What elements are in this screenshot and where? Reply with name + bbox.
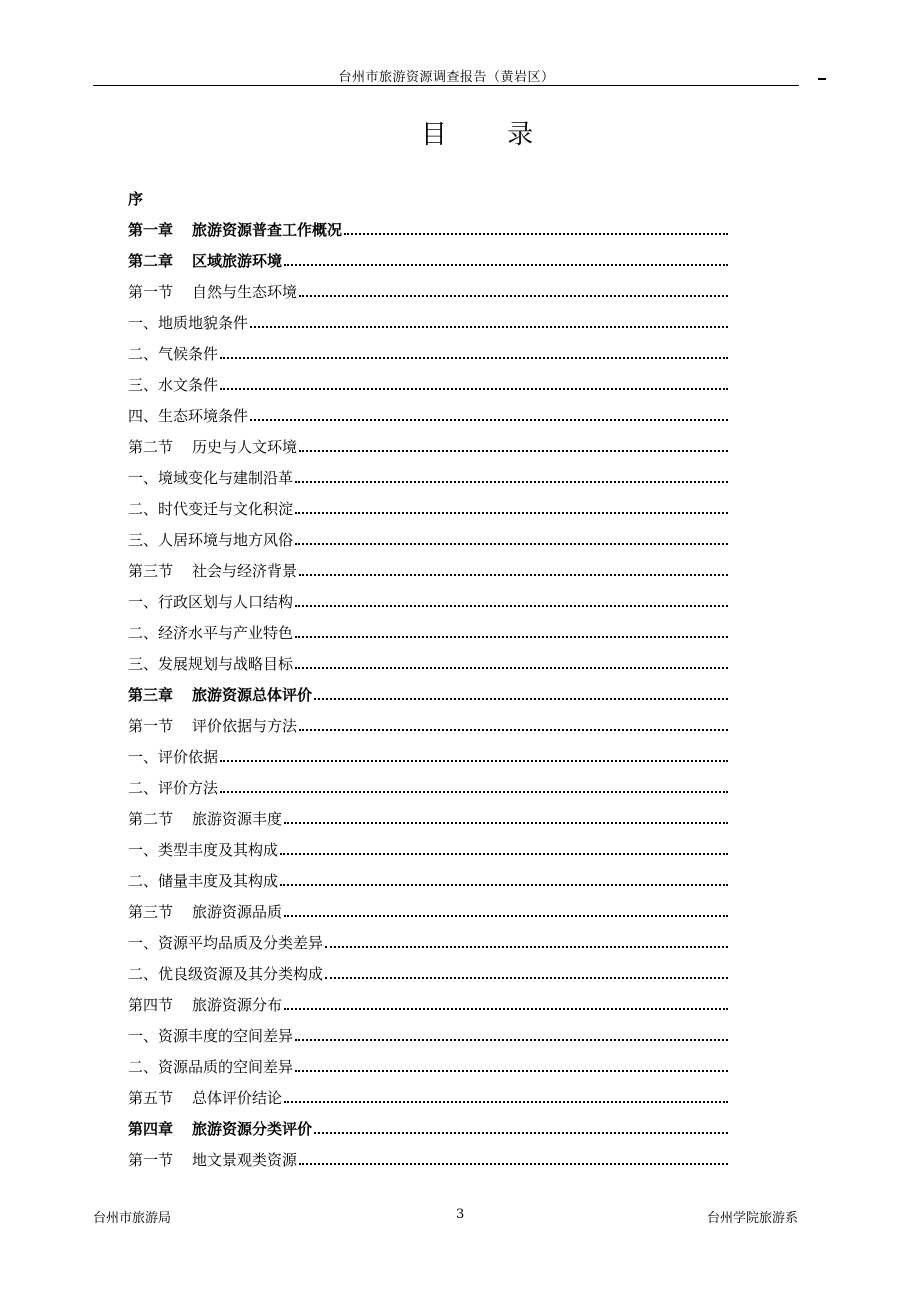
toc-entry-number: 第三节 <box>128 903 174 921</box>
toc-entry-label: 旅游资源品质 <box>192 903 283 921</box>
toc-entry[interactable] <box>128 525 728 556</box>
toc-leader-dots <box>295 1038 728 1041</box>
toc-entry[interactable] <box>128 370 728 401</box>
toc-entry-number: 第一章 <box>128 221 174 239</box>
toc-entry-label: 二、储量丰度及其构成 <box>128 872 279 890</box>
toc-entry-label: 一、资源丰度的空间差异 <box>128 1027 294 1045</box>
toc-entry-number: 第一节 <box>128 1151 174 1169</box>
toc-entry[interactable] <box>128 215 728 246</box>
running-header: 台州市旅游资源调查报告（黄岩区） <box>338 70 555 85</box>
page-number: 3 <box>456 1207 465 1222</box>
toc-entry-label: 历史与人文环境 <box>192 438 298 456</box>
toc-leader-dots <box>295 604 728 607</box>
toc-entry[interactable] <box>128 866 728 897</box>
toc-leader-dots <box>344 232 728 235</box>
footer-left: 台州市旅游局 <box>93 1211 172 1226</box>
toc-leader-dots <box>284 1100 728 1103</box>
table-of-contents <box>128 184 728 1176</box>
toc-entry[interactable] <box>128 959 728 990</box>
toc-entry-label: 一、评价依据 <box>128 748 219 766</box>
toc-leader-dots <box>284 821 728 824</box>
toc-entry[interactable] <box>128 618 728 649</box>
toc-leader-dots <box>299 573 728 576</box>
toc-entry-number: 第四节 <box>128 996 174 1014</box>
toc-entry-label: 二、优良级资源及其分类构成 <box>128 965 324 983</box>
toc-entry[interactable] <box>128 680 728 711</box>
toc-leader-dots <box>314 1131 728 1134</box>
toc-entry-number: 第四章 <box>128 1120 174 1138</box>
toc-leader-dots <box>280 852 728 855</box>
toc-entry-label: 一、资源平均品质及分类差异 <box>128 934 324 952</box>
toc-entry-number: 第二章 <box>128 252 174 270</box>
toc-entry[interactable] <box>128 308 728 339</box>
toc-entry[interactable] <box>128 804 728 835</box>
toc-leader-dots <box>280 883 728 886</box>
toc-entry[interactable] <box>128 432 728 463</box>
toc-entry-label: 旅游资源丰度 <box>192 810 283 828</box>
toc-entry-label: 评价依据与方法 <box>192 717 298 735</box>
toc-title: 目 录 <box>420 120 560 150</box>
toc-leader-dots <box>295 511 728 514</box>
toc-entry-label: 区域旅游环境 <box>192 252 283 270</box>
toc-leader-dots <box>284 263 728 266</box>
toc-entry-number: 第三章 <box>128 686 174 704</box>
toc-entry-number: 第二节 <box>128 810 174 828</box>
toc-entry-label: 四、生态环境条件 <box>128 407 249 425</box>
toc-leader-dots <box>299 449 728 452</box>
toc-entry-label: 二、经济水平与产业特色 <box>128 624 294 642</box>
toc-entry-number: 第二节 <box>128 438 174 456</box>
toc-entry[interactable] <box>128 587 728 618</box>
toc-leader-dots <box>295 635 728 638</box>
toc-entry-label: 一、行政区划与人口结构 <box>128 593 294 611</box>
toc-entry[interactable] <box>128 1083 728 1114</box>
toc-entry[interactable] <box>128 277 728 308</box>
toc-leader-dots <box>325 945 728 948</box>
toc-leader-dots <box>295 666 728 669</box>
toc-entry-number: 第三节 <box>128 562 174 580</box>
toc-entry-label: 一、地质地貌条件 <box>128 314 249 332</box>
toc-entry[interactable] <box>128 1021 728 1052</box>
toc-entry-label: 一、类型丰度及其构成 <box>128 841 279 859</box>
toc-leader-dots <box>220 356 728 359</box>
toc-leader-dots <box>325 976 728 979</box>
toc-entry-label: 自然与生态环境 <box>192 283 298 301</box>
toc-entry-label: 地文景观类资源 <box>192 1151 298 1169</box>
toc-entry-number: 第一节 <box>128 717 174 735</box>
footer-right: 台州学院旅游系 <box>707 1211 799 1226</box>
toc-leader-dots <box>314 697 728 700</box>
toc-entry[interactable] <box>128 990 728 1021</box>
toc-entry[interactable] <box>128 928 728 959</box>
toc-entry-label: 社会与经济背景 <box>192 562 298 580</box>
toc-entry-label: 三、水文条件 <box>128 376 219 394</box>
toc-entry-label: 三、发展规划与战略目标 <box>128 655 294 673</box>
toc-leader-dots <box>295 542 728 545</box>
toc-entry[interactable] <box>128 463 728 494</box>
toc-leader-dots <box>284 1007 728 1010</box>
toc-entry-label: 旅游资源总体评价 <box>192 686 313 704</box>
header-rule <box>93 85 799 86</box>
toc-entry-label: 三、人居环境与地方风俗 <box>128 531 294 549</box>
toc-entry[interactable] <box>128 246 728 277</box>
toc-leader-dots <box>250 325 728 328</box>
toc-entry[interactable] <box>128 773 728 804</box>
toc-entry[interactable] <box>128 897 728 928</box>
toc-entry-label: 旅游资源普查工作概况 <box>192 221 343 239</box>
toc-entry-label: 旅游资源分布 <box>192 996 283 1014</box>
toc-leader-dots <box>299 728 728 731</box>
toc-leader-dots <box>299 294 728 297</box>
toc-entry-label: 一、境域变化与建制沿革 <box>128 469 294 487</box>
toc-entry-label: 二、时代变迁与文化积淀 <box>128 500 294 518</box>
toc-entry-label: 二、评价方法 <box>128 779 219 797</box>
toc-entry[interactable] <box>128 711 728 742</box>
toc-leader-dots <box>295 480 728 483</box>
toc-entry[interactable] <box>128 339 728 370</box>
toc-entry[interactable] <box>128 184 728 215</box>
toc-entry[interactable] <box>128 401 728 432</box>
toc-leader-dots <box>220 387 728 390</box>
toc-entry[interactable] <box>128 1145 728 1176</box>
toc-leader-dots <box>250 418 728 421</box>
toc-leader-dots <box>295 1069 728 1072</box>
toc-entry[interactable] <box>128 649 728 680</box>
toc-entry-number: 第五节 <box>128 1089 174 1107</box>
toc-entry[interactable] <box>128 556 728 587</box>
toc-entry-label: 序 <box>128 190 144 208</box>
toc-leader-dots <box>299 1162 728 1165</box>
toc-leader-dots <box>220 790 728 793</box>
toc-entry[interactable] <box>128 835 728 866</box>
toc-entry-label: 旅游资源分类评价 <box>192 1120 313 1138</box>
header-mark <box>818 78 826 80</box>
toc-entry[interactable] <box>128 1114 728 1145</box>
toc-entry-number: 第一节 <box>128 283 174 301</box>
toc-entry-label: 二、资源品质的空间差异 <box>128 1058 294 1076</box>
toc-entry[interactable] <box>128 1052 728 1083</box>
toc-entry[interactable] <box>128 742 728 773</box>
toc-entry-label: 总体评价结论 <box>192 1089 283 1107</box>
toc-leader-dots <box>220 759 728 762</box>
toc-entry-label: 二、气候条件 <box>128 345 219 363</box>
toc-entry[interactable] <box>128 494 728 525</box>
toc-leader-dots <box>284 914 728 917</box>
